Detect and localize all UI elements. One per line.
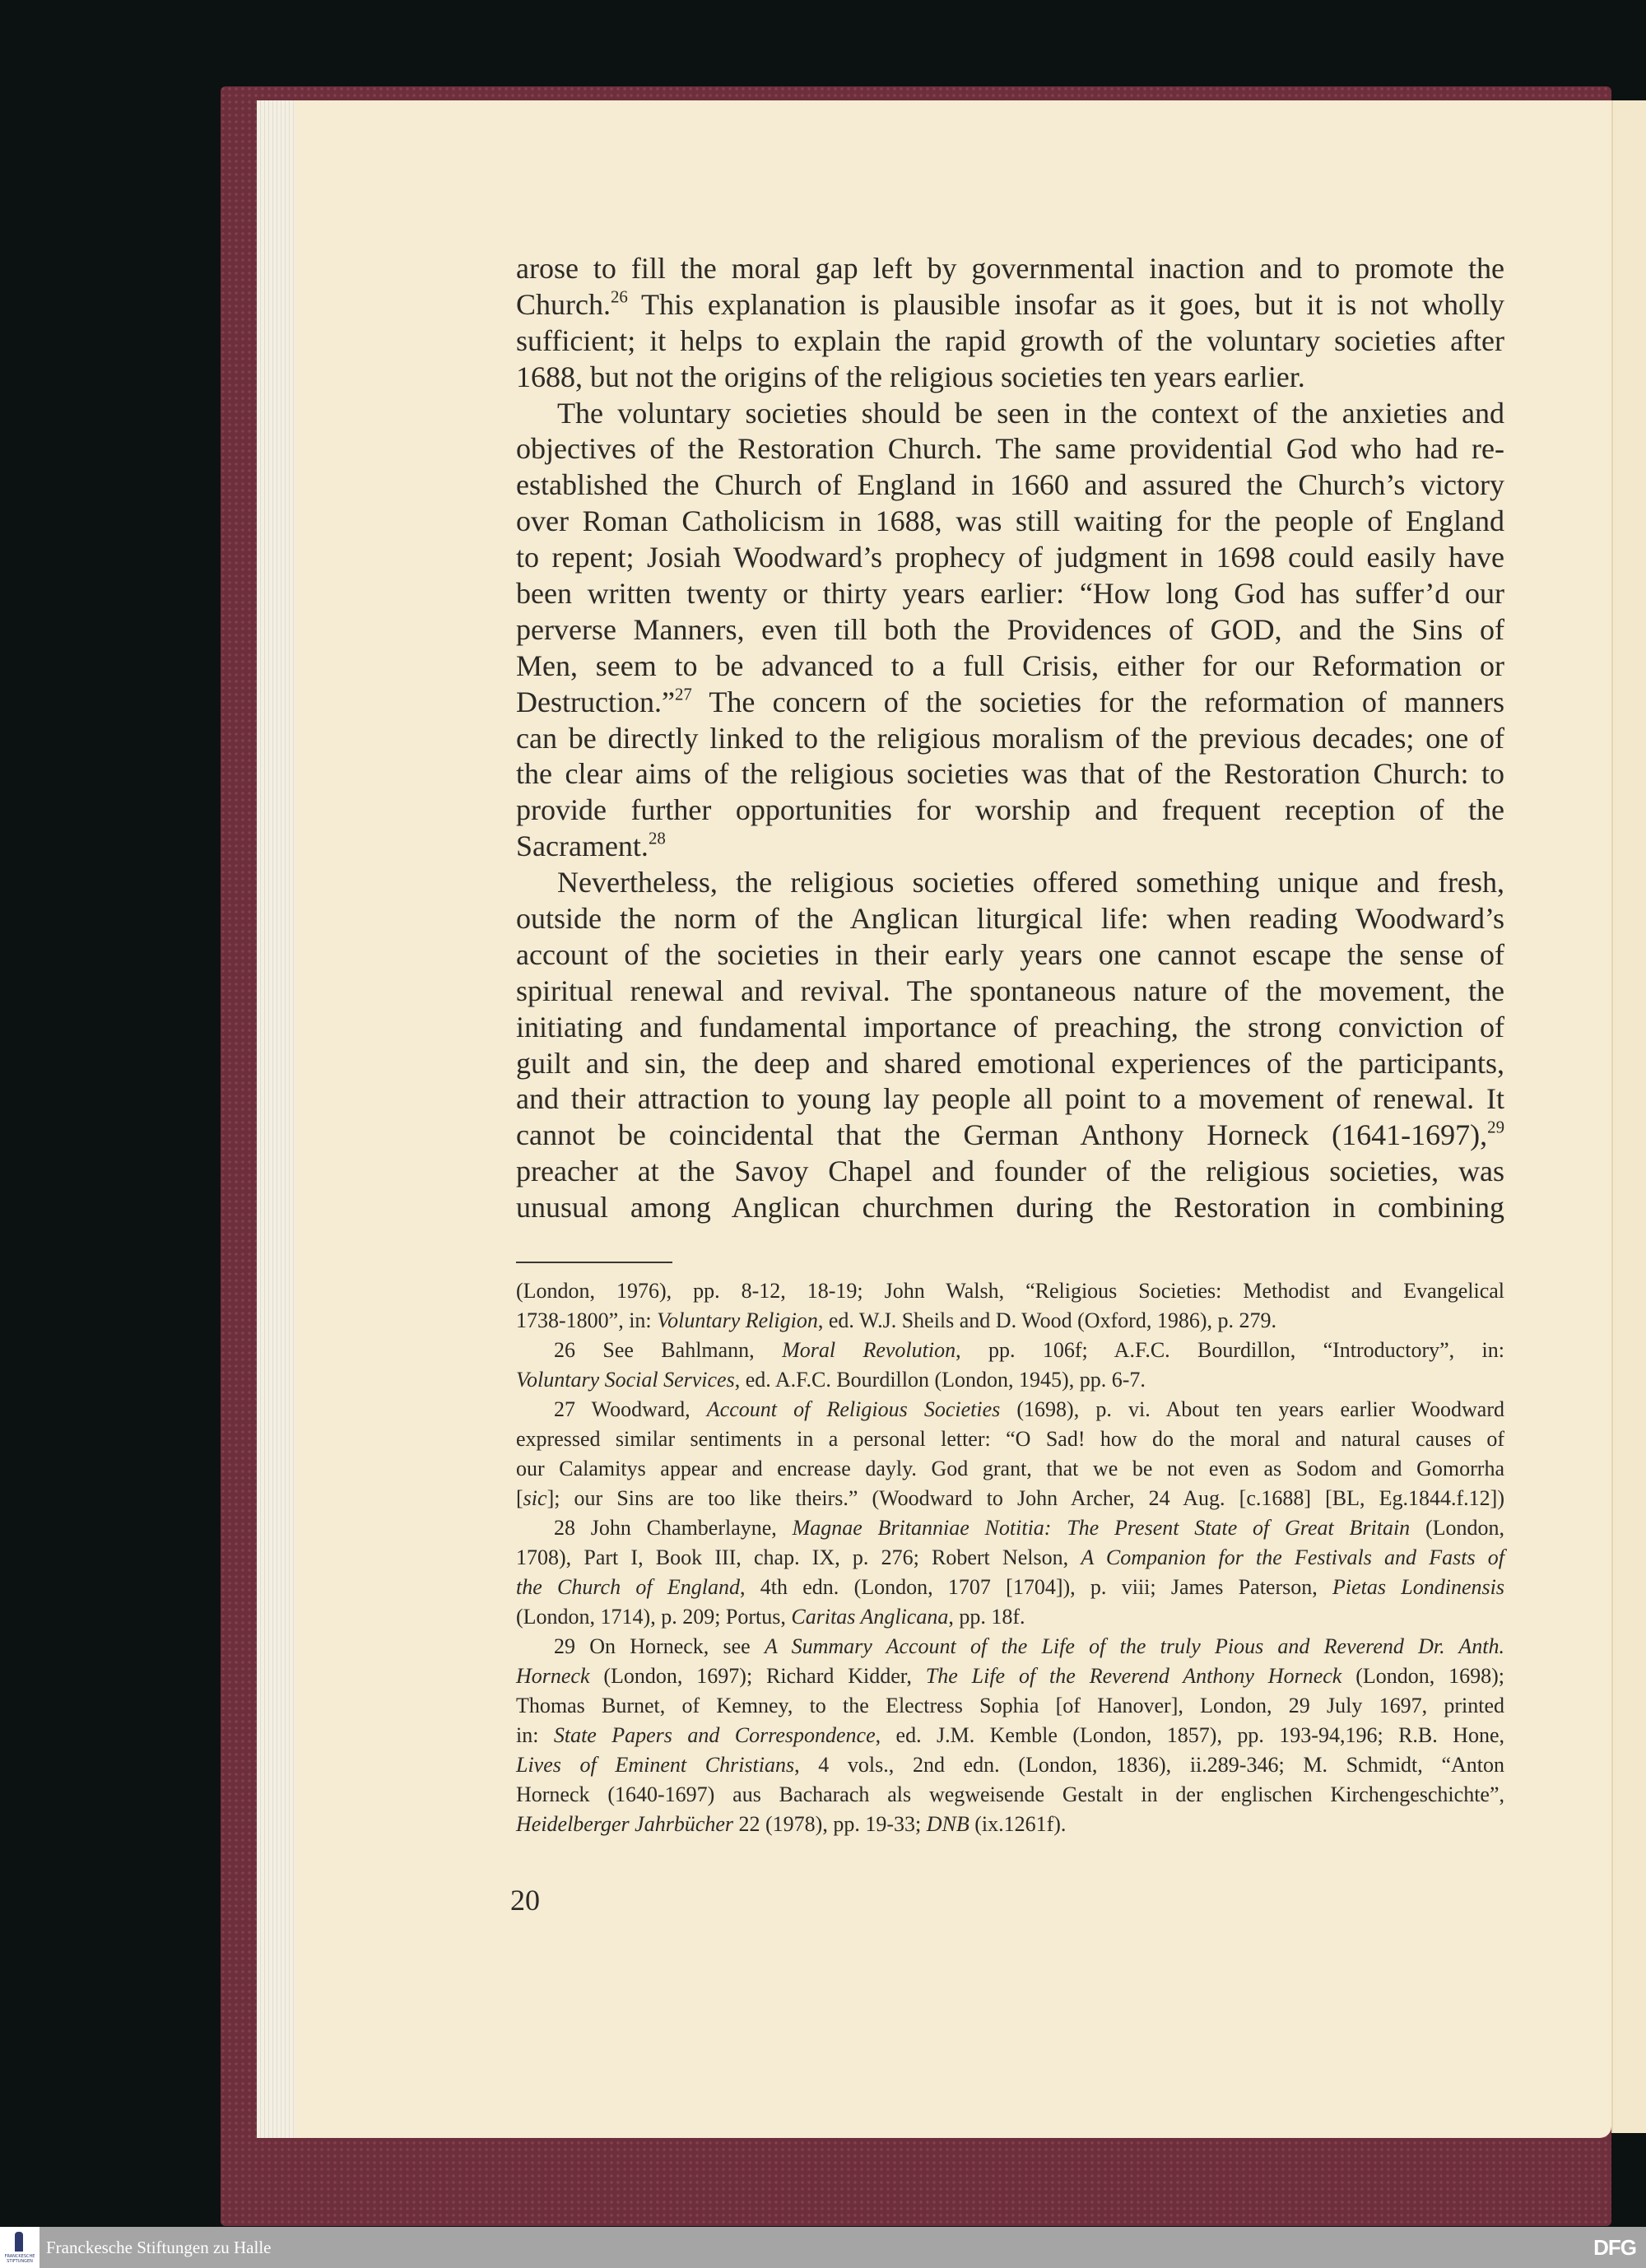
footnote-line xyxy=(516,1573,1504,1602)
text-segment: arose to fill the moral gap left by governmental inaction and to promote the xyxy=(516,252,1504,285)
text-line xyxy=(516,431,1504,467)
text-line xyxy=(516,721,1504,757)
footnote-line xyxy=(516,1780,1504,1810)
text-segment: preacher at the Savoy Chapel and founder of the religious societies, was xyxy=(516,1155,1504,1188)
text-segment: Destruction.” xyxy=(516,685,675,718)
text-line xyxy=(516,901,1504,937)
text-segment: (London, 1697); Richard Kidder, xyxy=(589,1664,926,1688)
text-segment: , pp. 18f. xyxy=(948,1605,1025,1629)
text-segment: the Church of England xyxy=(516,1575,740,1599)
text-line xyxy=(516,1046,1504,1082)
text-segment: Account of Religious Societies xyxy=(706,1397,1001,1421)
text-segment: (London, xyxy=(1410,1516,1504,1540)
text-segment: , 4 vols., 2nd edn. (London, 1836), ii.289-346; M. Schmidt, “Anton xyxy=(794,1753,1504,1777)
text-segment: 26 See Bahlmann, xyxy=(554,1338,783,1362)
text-segment: Caritas Anglicana xyxy=(791,1605,949,1629)
text-line xyxy=(516,467,1504,504)
text-segment: , ed. J.M. Kemble (London, 1857), pp. 193-94,196; R.B. Hone, xyxy=(875,1723,1504,1747)
text-line xyxy=(516,576,1504,612)
footnote-line xyxy=(516,1721,1504,1750)
text-segment: over Roman Catholicism in 1688, was still waiting for the people of England xyxy=(516,504,1504,538)
text-segment: , ed. W.J. Sheils and D. Wood (Oxford, 1986), p. 279. xyxy=(817,1308,1276,1332)
text-segment: Horneck xyxy=(516,1664,590,1688)
footnote-line xyxy=(516,1513,1504,1543)
text-line xyxy=(516,1190,1504,1226)
text-segment: State Papers and Correspondence xyxy=(553,1723,876,1747)
text-segment: in: xyxy=(516,1723,554,1747)
text-line xyxy=(516,865,1504,901)
footnote-reference[interactable]: 26 xyxy=(610,286,628,307)
text-segment: ]; our Sins are too like theirs.” (Woodward to John Archer, 24 Aug. [c.1688] [BL, Eg.1844.f.12]) xyxy=(546,1486,1504,1510)
text-segment: The concern of the societies for the reformation of manners xyxy=(691,685,1504,718)
text-segment: Heidelberger Jahrbücher xyxy=(516,1812,734,1836)
text-line xyxy=(516,612,1504,648)
text-line xyxy=(516,396,1504,432)
text-segment: 27 Woodward, xyxy=(554,1397,707,1421)
text-line xyxy=(516,287,1504,323)
text-segment: (ix.1261f). xyxy=(969,1812,1067,1836)
text-segment: 28 John Chamberlayne, xyxy=(554,1516,793,1540)
text-line xyxy=(516,1118,1504,1154)
text-segment: our Calamitys appear and encrease dayly. God grant, that we be not even as Sodom and Gomorrha xyxy=(516,1457,1504,1480)
footnote-line xyxy=(516,1632,1504,1661)
text-segment: been written twenty or thirty years earlier: “How long God has suffer’d our xyxy=(516,577,1504,611)
text-segment: The voluntary societies should be seen in the context of the anxieties and xyxy=(557,396,1504,430)
text-line xyxy=(516,829,1504,865)
text-segment: initiating and fundamental importance of preaching, the strong conviction of xyxy=(516,1010,1504,1043)
text-segment: (1698), p. vi. About ten years earlier Woodward xyxy=(1000,1397,1505,1421)
footer-bar xyxy=(0,2227,1646,2268)
text-segment: The Life of the Reverend Anthony Horneck xyxy=(925,1664,1342,1688)
facing-page-edge xyxy=(1611,100,1646,2133)
text-line xyxy=(516,1010,1504,1046)
footnote-line xyxy=(516,1336,1504,1365)
footnote-line xyxy=(516,1661,1504,1691)
footnote-reference[interactable]: 27 xyxy=(674,684,692,704)
footnote-reference[interactable]: 28 xyxy=(648,828,666,848)
text-segment: the clear aims of the religious societies was that of the Restoration Church: to xyxy=(516,757,1504,791)
institution-logo[interactable] xyxy=(0,2227,40,2268)
text-segment: Lives of Eminent Christians xyxy=(516,1753,795,1777)
text-segment: A Companion for the Festivals and Fasts of xyxy=(1081,1545,1504,1569)
text-segment: guilt and sin, the deep and shared emotional experiences of the participants, xyxy=(516,1046,1504,1080)
text-segment: Men, seem to be advanced to a full Crisis, either for our Reformation or xyxy=(516,648,1504,682)
institution-name[interactable]: Franckesche Stiftungen zu Halle xyxy=(46,2238,272,2257)
text-segment: objectives of the Restoration Church. The same providential God who had re- xyxy=(516,432,1504,466)
text-segment: to repent; Josiah Woodward’s prophecy of judgment in 1698 could easily have xyxy=(516,541,1504,574)
text-segment: 1708), Part I, Book III, chap. IX, p. 276; Robert Nelson, xyxy=(516,1545,1081,1569)
footnote-line xyxy=(516,1454,1504,1484)
text-segment: established the Church of England in 1660 and assured the Church’s victory xyxy=(516,468,1504,502)
text-segment: Thomas Burnet, of Kemney, to the Electress Sophia [of Hanover], London, 29 July 1697, printed xyxy=(516,1694,1504,1717)
text-line xyxy=(516,648,1504,685)
text-line xyxy=(516,323,1504,360)
text-segment: Nevertheless, the religious societies offered something unique and fresh, xyxy=(557,866,1504,899)
logo-figure-icon xyxy=(15,2232,23,2252)
text-segment: (London, 1698); xyxy=(1341,1664,1504,1688)
text-segment: Moral Revolution xyxy=(782,1338,956,1362)
main-text xyxy=(516,251,1504,1226)
text-segment: unusual among Anglican churchmen during the Restoration in combining xyxy=(516,1191,1504,1225)
text-segment: 1688, but not the origins of the religious societies ten years earlier. xyxy=(516,360,1305,393)
text-segment: A Summary Account of the Life of the truly Pious and Reverend Dr. Anth. xyxy=(764,1634,1504,1658)
text-line xyxy=(516,937,1504,974)
footnote-line xyxy=(516,1543,1504,1573)
text-segment: (London, 1714), p. 209; Portus, xyxy=(516,1605,792,1629)
text-line xyxy=(516,251,1504,287)
text-line xyxy=(516,360,1504,396)
text-segment: , 4th edn. (London, 1707 [1704]), p. viii; James Paterson, xyxy=(739,1575,1333,1599)
text-line xyxy=(516,1081,1504,1118)
text-segment: , pp. 106f; A.F.C. Bourdillon, “Introductory”, in: xyxy=(956,1338,1504,1362)
footnote-line xyxy=(516,1691,1504,1721)
text-segment: 29 On Horneck, see xyxy=(554,1634,765,1658)
text-segment: , ed. A.F.C. Bourdillon (London, 1945), pp. 6-7. xyxy=(734,1368,1146,1392)
text-segment: expressed similar sentiments in a personal letter: “O Sad! how do the moral and natural causes of xyxy=(516,1427,1504,1451)
text-segment: perverse Manners, even till both the Providences of GOD, and the Sins of xyxy=(516,612,1504,646)
text-line xyxy=(516,540,1504,576)
text-segment: Magnae Britanniae Notitia: The Present State of Great Britain xyxy=(792,1516,1411,1540)
text-segment: Pietas Londinensis xyxy=(1332,1575,1504,1599)
text-segment: 22 (1978), pp. 19-33; xyxy=(733,1812,927,1836)
text-segment: cannot be coincidental that the German Anthony Horneck (1641-1697), xyxy=(516,1118,1488,1152)
text-segment: Voluntary Social Services xyxy=(516,1368,735,1392)
text-segment: sufficient; it helps to explain the rapid growth of the voluntary societies after xyxy=(516,323,1504,357)
footnote-reference[interactable]: 29 xyxy=(1487,1117,1504,1137)
footnote-line xyxy=(516,1395,1504,1424)
text-segment: spiritual renewal and revival. The spontaneous nature of the movement, the xyxy=(516,974,1504,1007)
footnote-line xyxy=(516,1484,1504,1513)
text-segment: (London, 1976), pp. 8-12, 18-19; John Walsh, “Religious Societies: Methodist and Evangelical xyxy=(516,1279,1504,1303)
text-line xyxy=(516,1154,1504,1190)
text-segment: This explanation is plausible insofar as it goes, but it is not wholly xyxy=(627,287,1504,321)
page-number: 20 xyxy=(510,1884,540,1917)
text-segment: and their attraction to young lay people all point to a movement of renewal. It xyxy=(516,1082,1504,1116)
footnote-line xyxy=(516,1306,1504,1336)
text-line xyxy=(516,756,1504,792)
text-segment: sic xyxy=(523,1486,547,1510)
page-edges xyxy=(257,100,298,2138)
dfg-logo[interactable]: DFG xyxy=(1593,2235,1636,2260)
text-line xyxy=(516,974,1504,1010)
text-segment: 1738-1800”, in: xyxy=(516,1308,658,1332)
text-line xyxy=(516,685,1504,721)
footnote-line xyxy=(516,1750,1504,1780)
footnote-rule xyxy=(516,1262,672,1263)
text-segment: Sacrament. xyxy=(516,830,649,863)
logo-text: FRANCKESCHE STIFTUNGEN xyxy=(4,2254,35,2264)
text-segment: provide further opportunities for worship and frequent reception of the xyxy=(516,793,1504,827)
text-segment: Horneck (1640-1697) aus Bacharach als wegweisende Gestalt in der englischen Kirchengeschichte”, xyxy=(516,1782,1504,1806)
text-segment: can be directly linked to the religious moralism of the previous decades; one of xyxy=(516,721,1504,755)
text-segment: outside the norm of the Anglican liturgical life: when reading Woodward’s xyxy=(516,902,1504,936)
footnote-line xyxy=(516,1810,1504,1839)
text-line xyxy=(516,792,1504,829)
text-segment: account of the societies in their early years one cannot escape the sense of xyxy=(516,937,1504,971)
footnote-line xyxy=(516,1602,1504,1632)
text-segment: [ xyxy=(516,1486,523,1510)
text-segment: Church. xyxy=(516,287,611,321)
text-line xyxy=(516,504,1504,540)
footnote-line xyxy=(516,1365,1504,1395)
text-segment: DNB xyxy=(926,1812,969,1836)
footnote-line xyxy=(516,1276,1504,1306)
text-segment: Voluntary Religion xyxy=(657,1308,818,1332)
footnote-line xyxy=(516,1424,1504,1454)
footnotes xyxy=(516,1276,1504,1839)
